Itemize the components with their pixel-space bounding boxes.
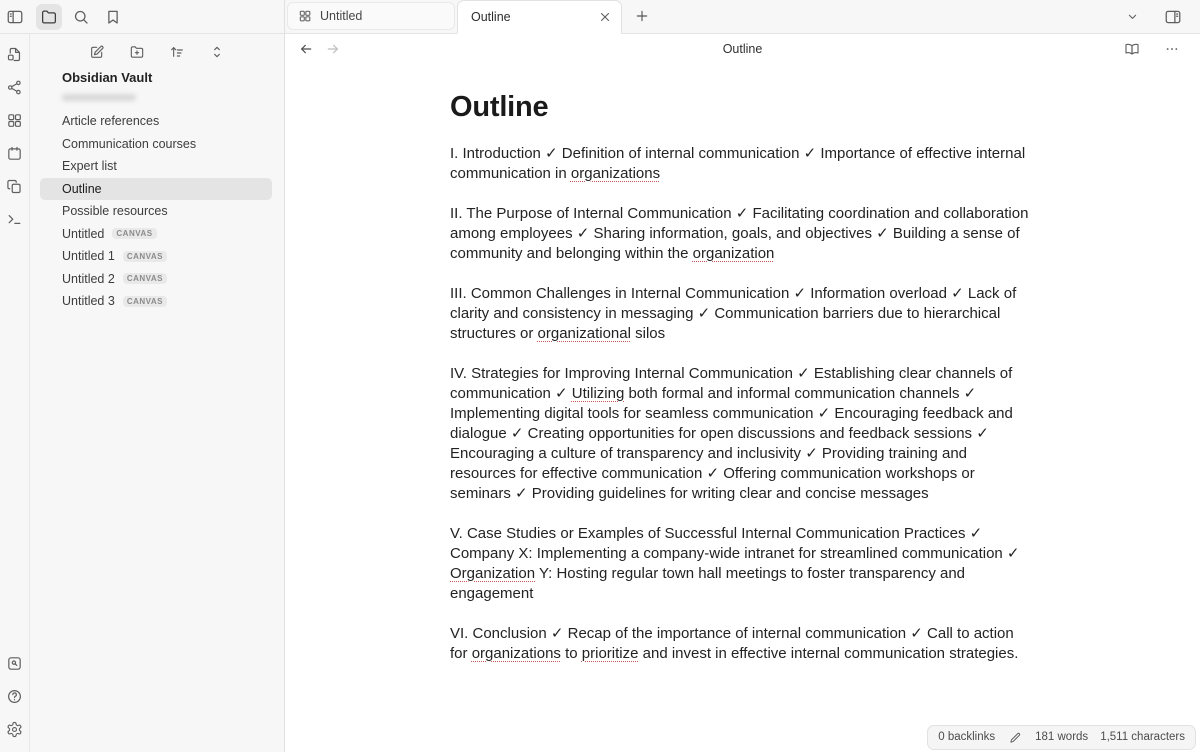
editor[interactable] <box>285 64 1200 752</box>
file-name: Untitled 3 <box>62 294 115 309</box>
settings-gear-icon[interactable] <box>4 718 26 740</box>
ribbon-bottom-group <box>4 652 26 740</box>
text-segment: I. Introduction ✓ Definition of internal communication ✓ Importance of effective internal communication in <box>450 145 1026 182</box>
ribbon <box>0 34 30 752</box>
text-segment: II. The Purpose of Internal Communication ✓ Facilitating coordination and collaboration among employees ✓ Sharing information, goals, and objectives ✓ Building a sense of community and belonging within the <box>450 205 1029 262</box>
paragraph <box>450 144 1035 184</box>
file-name: Untitled 1 <box>62 249 115 264</box>
new-note-icon[interactable] <box>84 39 110 65</box>
paragraph <box>450 204 1035 264</box>
misspelled-word: prioritize <box>581 645 639 662</box>
paragraph <box>450 284 1035 344</box>
tab-untitled[interactable] <box>287 2 455 30</box>
explorer-toolbar <box>30 37 284 67</box>
panel-right-toggle-icon[interactable] <box>1160 4 1186 30</box>
terminal-icon[interactable] <box>4 208 26 230</box>
file-name: Outline <box>62 181 102 196</box>
new-tab-icon[interactable] <box>629 3 655 29</box>
canvas-icon <box>298 9 312 23</box>
misspelled-word: organization <box>692 245 775 262</box>
misspelled-word: Organization <box>450 565 536 582</box>
vault-icon[interactable] <box>4 652 26 674</box>
forward-arrow-icon[interactable] <box>325 41 341 57</box>
pencil-icon[interactable] <box>1007 729 1023 745</box>
text-segment: both formal and informal communication channels ✓ Implementing digital tools for seamless communication ✓ Encouraging feedback and dialogue ✓ Creating opportunities for open discussions and feedback sessions ✓ Encouraging a culture of transparency and inclusivity ✓ Providing training and resources for effective communication ✓ Offering communication workshops or seminars ✓ Providing guidelines for writing clear and concise messages <box>450 385 1013 502</box>
canvas-badge: CANVAS <box>112 228 156 239</box>
document <box>450 91 1035 664</box>
text-segment: silos <box>630 325 666 342</box>
canvas-badge: CANVAS <box>123 251 167 262</box>
tab-label: Untitled <box>320 9 363 23</box>
vault-title[interactable]: Obsidian Vault <box>62 70 153 85</box>
misspelled-word: organizations <box>471 645 561 662</box>
file-item[interactable] <box>40 178 272 201</box>
copy-icon[interactable] <box>4 175 26 197</box>
misspelled-word: organizational <box>537 325 631 342</box>
file-item[interactable] <box>40 268 272 291</box>
chevron-down-icon[interactable] <box>1119 4 1145 30</box>
canvas-badge: CANVAS <box>123 273 167 284</box>
ribbon-top-group <box>4 43 26 230</box>
main-pane <box>285 0 1200 752</box>
file-list <box>30 110 284 313</box>
text-segment: VI. Conclusion ✓ Recap of the importance of internal communication ✓ Call to action for <box>450 625 1014 662</box>
paragraph <box>450 624 1035 664</box>
canvas-icon[interactable] <box>4 109 26 131</box>
view-title: Outline <box>722 42 763 56</box>
file-name: Untitled <box>62 226 105 241</box>
folder-icon[interactable] <box>36 4 62 30</box>
paragraph <box>450 364 1035 504</box>
character-count: 1,511 characters <box>1100 731 1185 743</box>
misspelled-word: Utilizing <box>571 385 625 402</box>
view-header <box>285 34 1200 64</box>
file-item[interactable] <box>40 245 272 268</box>
text-segment: V. Case Studies or Examples of Successful Internal Communication Practices ✓ Company X: Implementing a company-wide intranet for streamlined communication ✓ <box>450 525 1020 562</box>
file-item[interactable] <box>40 110 272 133</box>
file-name: Untitled 2 <box>62 271 115 286</box>
bookmark-icon[interactable] <box>100 4 126 30</box>
help-icon[interactable] <box>4 685 26 707</box>
misspelled-word: organizations <box>570 165 661 182</box>
collapse-all-icon[interactable] <box>204 39 230 65</box>
file-item[interactable] <box>40 200 272 223</box>
text-segment: Y: Hosting regular town hall meetings to foster transparency and engagement <box>450 565 966 602</box>
file-name: Article references <box>62 114 160 129</box>
file-item[interactable] <box>40 223 272 246</box>
redacted-file-item[interactable] <box>62 94 136 101</box>
back-arrow-icon[interactable] <box>298 41 314 57</box>
panel-left-toggle-icon[interactable] <box>2 4 28 30</box>
document-heading: Outline <box>450 91 549 123</box>
left-sidebar-header <box>0 0 284 34</box>
file-name: Possible resources <box>62 204 168 219</box>
tab-bar <box>285 0 1200 34</box>
book-open-icon[interactable] <box>1119 36 1145 62</box>
tab-label: Outline <box>471 10 511 24</box>
new-folder-icon[interactable] <box>124 39 150 65</box>
tab-outline[interactable] <box>457 0 622 34</box>
status-bar <box>927 725 1196 750</box>
canvas-badge: CANVAS <box>123 296 167 307</box>
text-segment: IV. Strategies for Improving Internal Communication ✓ Establishing clear channels of communication ✓ <box>450 365 1013 402</box>
calendar-icon[interactable] <box>4 142 26 164</box>
file-name: Expert list <box>62 159 117 174</box>
close-icon[interactable] <box>598 10 612 24</box>
file-explorer <box>30 34 284 752</box>
backlinks-count[interactable]: 0 backlinks <box>938 731 996 743</box>
note-file-icon[interactable] <box>4 43 26 65</box>
sort-order-icon[interactable] <box>164 39 190 65</box>
file-item[interactable] <box>40 155 272 178</box>
paragraph <box>450 524 1035 604</box>
file-item[interactable] <box>40 290 272 313</box>
text-segment: and invest in effective internal communication strategies. <box>638 645 1019 662</box>
search-icon[interactable] <box>68 4 94 30</box>
file-name: Communication courses <box>62 136 197 151</box>
document-body <box>450 144 1035 664</box>
graph-icon[interactable] <box>4 76 26 98</box>
more-options-icon[interactable] <box>1159 36 1185 62</box>
file-item[interactable] <box>40 133 272 156</box>
word-count: 181 words <box>1035 731 1089 743</box>
text-segment: to <box>560 645 582 662</box>
text-segment: III. Common Challenges in Internal Communication ✓ Information overload ✓ Lack of clarity and consistency in messaging ✓ Communication barriers due to hierarchical structures or <box>450 285 1017 342</box>
left-sidebar <box>0 0 285 752</box>
